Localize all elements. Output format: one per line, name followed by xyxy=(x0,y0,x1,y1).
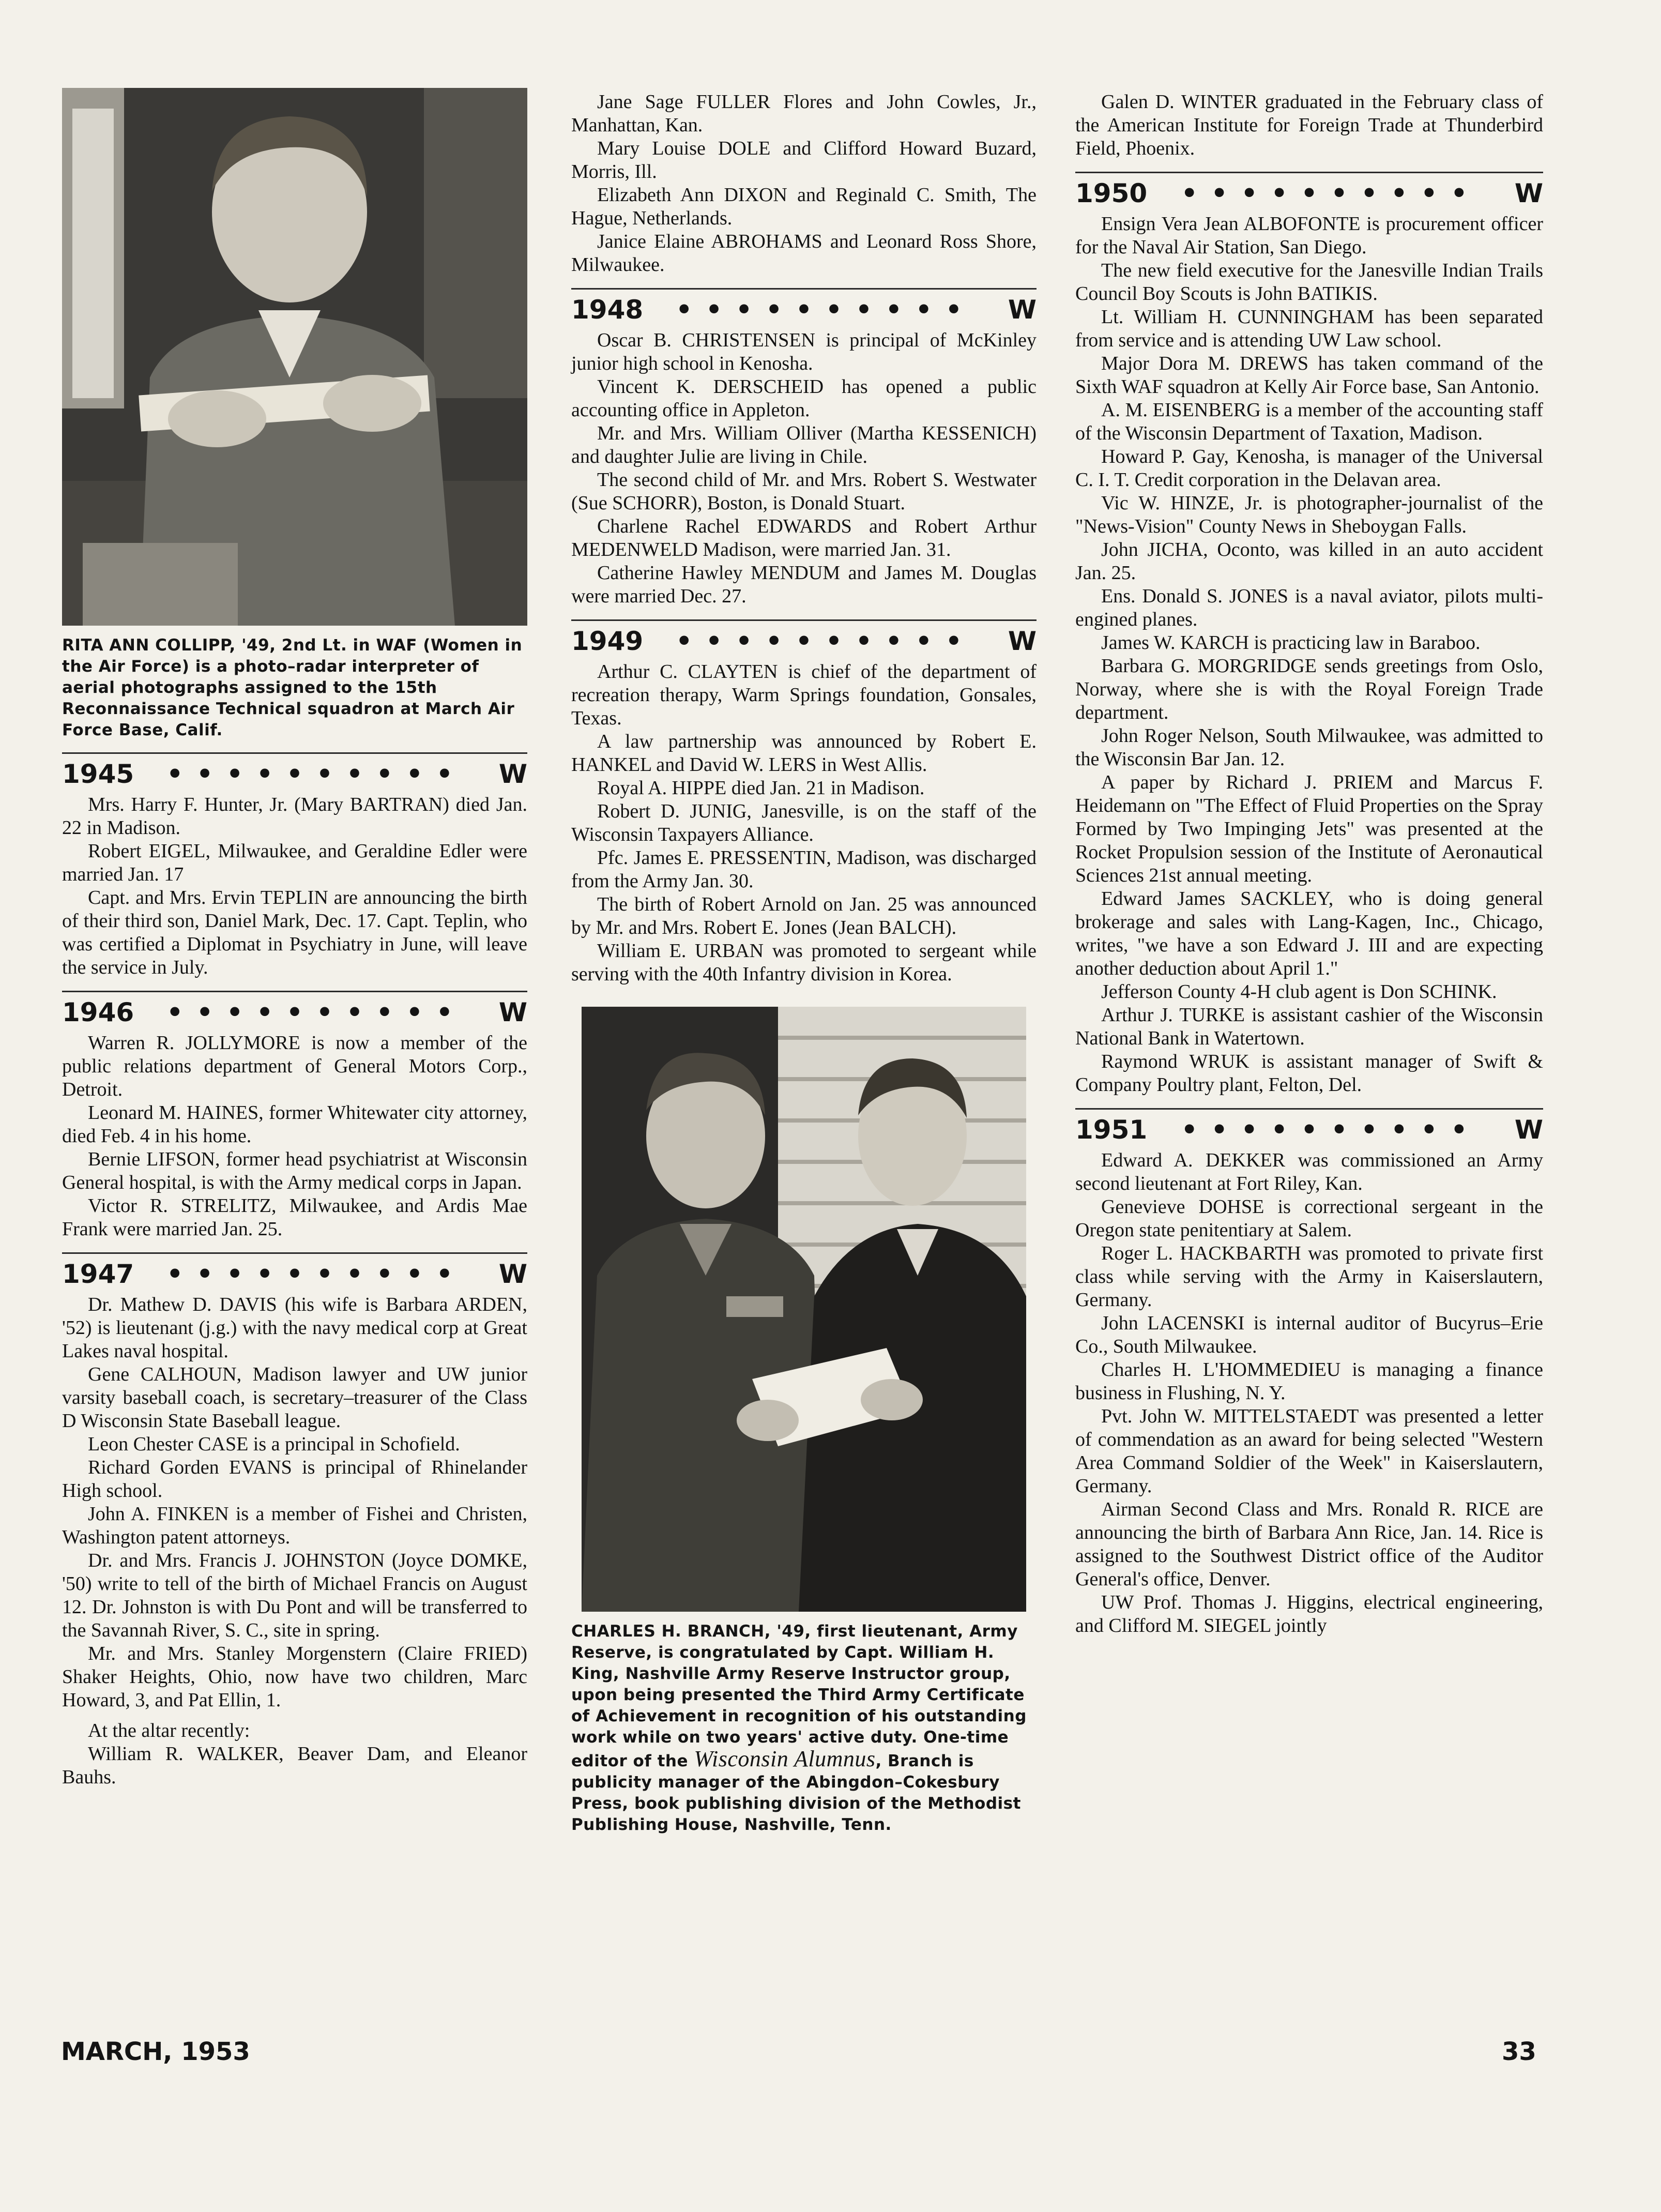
year-heading-1949 xyxy=(571,619,1037,656)
altar-item: Mary Louise DOLE and Clifford Howard Buzard, Morris, Ill. xyxy=(571,138,1037,183)
news-item: Gene CALHOUN, Madison lawyer and UW junior varsity baseball coach, is secretary–treasurer of the Class D Wisconsin State Baseball league. xyxy=(62,1363,527,1432)
altar-item: Jane Sage FULLER Flores and John Cowles, Jr., Manhattan, Kan. xyxy=(571,91,1037,136)
news-item: Leon Chester CASE is a principal in Schofield. xyxy=(88,1433,460,1455)
column-right xyxy=(1075,90,1543,1638)
news-item: Dr. and Mrs. Francis J. JOHNSTON (Joyce DOMKE, '50) write to tell of the birth of Michael Francis on August 12. Dr. Johnston is with Du Pont and will be transferred to the Savannah River, S. C., site in spring. xyxy=(62,1550,527,1641)
news-item: Mr. and Mrs. William Olliver (Martha KESSENICH) and daughter Julie are living in Chile. xyxy=(571,422,1037,467)
news-item: Pvt. John W. MITTELSTAEDT was presented a letter of commendation as an award for being selected "Western Area Command Soldier of the Week" in Kaiserslautern, Germany. xyxy=(1075,1405,1543,1497)
news-item: Edward James SACKLEY, who is doing general brokerage and sales with Lang-Kagen, Inc., Chicago, writes, "we have a son Edward J. III and are expecting another deduction about April 1." xyxy=(1075,888,1543,979)
news-item: Mr. and Mrs. Stanley Morgenstern (Claire FRIED) Shaker Heights, Ohio, now have two children, Marc Howard, 3, and Pat Ellin, 1. xyxy=(62,1643,527,1711)
news-item: John A. FINKEN is a member of Fishei and Christen, Washington patent attorneys. xyxy=(62,1503,527,1548)
news-item: Barbara G. MORGRIDGE sends greetings from Oslo, Norway, where she is with the Royal Foreign Trade department. xyxy=(1075,655,1543,723)
news-item: James W. KARCH is practicing law in Baraboo. xyxy=(1101,632,1481,654)
caption-text: , Branch is publicity manager of the Abingdon–Cokesbury Press, book publishing division of the Methodist Publishing House, Nashville, Tenn. xyxy=(571,1752,1021,1834)
news-item: Ensign Vera Jean ALBOFONTE is procurement officer for the Naval Air Station, San Diego. xyxy=(1075,213,1543,258)
year-label: 1949 xyxy=(571,626,644,656)
news-item: A paper by Richard J. PRIEM and Marcus F. Heidemann on "The Effect of Fluid Properties on the Spray Formed by Two Impinging Jets" was presented at the Rocket Propulsion session of the Institute of Aeronautical Sciences 21st annual meeting. xyxy=(1075,771,1543,886)
news-item: A law partnership was announced by Robert E. HANKEL and David W. LERS in West Allis. xyxy=(571,731,1037,776)
news-item: Vic W. HINZE, Jr. is photographer-journalist of the "News-Vision" County News in Sheboygan Falls. xyxy=(1075,492,1543,537)
year-label: 1947 xyxy=(62,1259,134,1289)
news-item: Lt. William H. CUNNINGHAM has been separated from service and is attending UW Law school. xyxy=(1075,306,1543,351)
news-item: Charlene Rachel EDWARDS and Robert Arthur MEDENWELD Madison, were married Jan. 31. xyxy=(571,516,1037,560)
news-item: Roger L. HACKBARTH was promoted to private first class while serving with the Army in Kaiserslautern, Germany. xyxy=(1075,1243,1543,1311)
news-item: Edward A. DEKKER was commissioned an Army second lieutenant at Fort Riley, Kan. xyxy=(1075,1149,1543,1194)
portrait-illustration xyxy=(62,88,527,626)
news-item: William E. URBAN was promoted to sergeant while serving with the 40th Infantry division in Korea. xyxy=(571,940,1037,985)
year-heading-1950 xyxy=(1075,172,1543,208)
altar-item: William R. WALKER, Beaver Dam, and Eleanor Bauhs. xyxy=(62,1743,527,1788)
news-item: Arthur C. CLAYTEN is chief of the department of recreation therapy, Warm Springs foundation, Gonsales, Texas. xyxy=(571,661,1037,729)
w-mark: W xyxy=(498,1259,527,1289)
w-mark: W xyxy=(498,997,527,1027)
year-label: 1946 xyxy=(62,997,134,1027)
dot-leader: •••••••••• xyxy=(1181,1115,1481,1145)
altar-item: Janice Elaine ABROHAMS and Leonard Ross Shore, Milwaukee. xyxy=(571,231,1037,276)
news-item: Airman Second Class and Mrs. Ronald R. RICE are announcing the birth of Barbara Ann Rice, Jan. 14. Rice is assigned to the Southwest District office of the Auditor General's office, Denver. xyxy=(1075,1498,1543,1590)
year-label: 1945 xyxy=(62,759,134,789)
dot-leader: •••••••••• xyxy=(166,1259,466,1289)
year-label: 1951 xyxy=(1075,1115,1148,1145)
w-mark: W xyxy=(1514,1115,1543,1145)
news-item: Galen D. WINTER graduated in the February class of the American Institute for Foreign Trade at Thunderbird Field, Phoenix. xyxy=(1075,91,1543,159)
news-item: A. M. EISENBERG is a member of the accounting staff of the Wisconsin Department of Taxation, Madison. xyxy=(1075,399,1543,444)
news-item: The birth of Robert Arnold on Jan. 25 was announced by Mr. and Mrs. Robert E. Jones (Jean BALCH). xyxy=(571,893,1037,938)
news-item: Vincent K. DERSCHEID has opened a public accounting office in Appleton. xyxy=(571,376,1037,421)
w-mark: W xyxy=(498,759,527,789)
w-mark: W xyxy=(1008,626,1037,656)
year-heading-1947 xyxy=(62,1252,527,1289)
news-item: Dr. Mathew D. DAVIS (his wife is Barbara ARDEN, '52) is lieutenant (j.g.) with the navy medical corp at Great Lakes naval hospital. xyxy=(62,1294,527,1362)
photo-rita-collipp xyxy=(62,88,527,626)
year-heading-1948 xyxy=(571,288,1037,325)
news-item: UW Prof. Thomas J. Higgins, electrical engineering, and Clifford M. SIEGEL jointly xyxy=(1075,1592,1543,1637)
news-item: Raymond WRUK is assistant manager of Swift & Company Poultry plant, Felton, Del. xyxy=(1075,1051,1543,1096)
w-mark: W xyxy=(1008,295,1037,325)
news-item: Robert EIGEL, Milwaukee, and Geraldine Edler were married Jan. 17 xyxy=(62,840,527,885)
news-item: Capt. and Mrs. Ervin TEPLIN are announcing the birth of their third son, Daniel Mark, Dec. 17. Capt. Teplin, who was certified a Diplomat in Psychiatry in June, will leave the service in July. xyxy=(62,887,527,978)
news-item: Catherine Hawley MENDUM and James M. Douglas were married Dec. 27. xyxy=(571,562,1037,607)
dot-leader: •••••••••• xyxy=(166,997,466,1027)
news-item: Oscar B. CHRISTENSEN is principal of McKinley junior high school in Kenosha. xyxy=(571,329,1037,374)
photo-caption-branch xyxy=(571,1621,1037,1836)
year-heading-1945 xyxy=(62,752,527,789)
news-item: Howard P. Gay, Kenosha, is manager of the Universal C. I. T. Credit corporation in the Delavan area. xyxy=(1075,446,1543,491)
altar-heading: At the altar recently: xyxy=(88,1720,250,1741)
news-item: Bernie LIFSON, former head psychiatrist at Wisconsin General hospital, is with the Army medical corps in Japan. xyxy=(62,1148,527,1193)
dot-leader: •••••••••• xyxy=(676,626,976,656)
photo-charles-branch xyxy=(582,1007,1026,1612)
news-item: Leonard M. HAINES, former Whitewater city attorney, died Feb. 4 in his home. xyxy=(62,1102,527,1147)
caption-text: CHARLES H. BRANCH, '49, first lieutenant, Army Reserve, is congratulated by Capt. William H. King, Nashville Army Reserve Instructor group, upon being presented the Third Army Certificate of Achievement in recognition of his outstanding work while on two years' active duty. One-time editor of the xyxy=(571,1622,1027,1770)
news-item: Warren R. JOLLYMORE is now a member of the public relations department of General Motors Corp., Detroit. xyxy=(62,1032,527,1100)
caption-publication: Wisconsin Alumnus xyxy=(694,1746,876,1771)
w-mark: W xyxy=(1514,178,1543,208)
news-item: Major Dora M. DREWS has taken command of the Sixth WAF squadron at Kelly Air Force base, San Antonio. xyxy=(1075,353,1543,398)
news-item: John LACENSKI is internal auditor of Bucyrus–Erie Co., South Milwaukee. xyxy=(1075,1312,1543,1357)
news-item: Jefferson County 4-H club agent is Don SCHINK. xyxy=(1101,981,1497,1003)
photo-caption-rita: RITA ANN COLLIPP, '49, 2nd Lt. in WAF (Women in the Air Force) is a photo–radar interpreter of aerial photographs assigned to the 15th Reconnaissance Technical squadron at March Air Force Base, Calif. xyxy=(62,636,523,739)
year-label: 1948 xyxy=(571,295,644,325)
news-item: Pfc. James E. PRESSENTIN, Madison, was discharged from the Army Jan. 30. xyxy=(571,847,1037,892)
altar-item: Elizabeth Ann DIXON and Reginald C. Smith, The Hague, Netherlands. xyxy=(571,184,1037,229)
dot-leader: •••••••••• xyxy=(1181,178,1481,208)
news-item: Victor R. STRELITZ, Milwaukee, and Ardis Mae Frank were married Jan. 25. xyxy=(62,1195,527,1240)
year-heading-1951 xyxy=(1075,1108,1543,1145)
news-item: Royal A. HIPPE died Jan. 21 in Madison. xyxy=(597,777,925,799)
news-item: Robert D. JUNIG, Janesville, is on the staff of the Wisconsin Taxpayers Alliance. xyxy=(571,800,1037,845)
news-item: The second child of Mr. and Mrs. Robert S. Westwater (Sue SCHORR), Boston, is Donald Stuart. xyxy=(571,469,1037,514)
news-item: The new field executive for the Janesville Indian Trails Council Boy Scouts is John BATIKIS. xyxy=(1075,260,1543,305)
column-left xyxy=(62,88,527,1789)
news-item: Mrs. Harry F. Hunter, Jr. (Mary BARTRAN) died Jan. 22 in Madison. xyxy=(62,794,527,839)
dot-leader: •••••••••• xyxy=(166,759,466,789)
dot-leader: •••••••••• xyxy=(676,295,976,325)
news-item: Ens. Donald S. JONES is a naval aviator, pilots multi-engined planes. xyxy=(1075,585,1543,630)
news-item: John Roger Nelson, South Milwaukee, was admitted to the Wisconsin Bar Jan. 12. xyxy=(1075,725,1543,770)
news-item: Richard Gorden EVANS is principal of Rhinelander High school. xyxy=(62,1457,527,1502)
year-heading-1946 xyxy=(62,991,527,1027)
news-item: Genevieve DOHSE is correctional sergeant in the Oregon state penitentiary at Salem. xyxy=(1075,1196,1543,1241)
year-label: 1950 xyxy=(1075,178,1148,208)
news-item: Charles H. L'HOMMEDIEU is managing a finance business in Flushing, N. Y. xyxy=(1075,1359,1543,1404)
issue-date: MARCH, 1953 xyxy=(61,2037,250,2066)
news-item: Arthur J. TURKE is assistant cashier of the Wisconsin National Bank in Watertown. xyxy=(1075,1004,1543,1049)
news-item: John JICHA, Oconto, was killed in an auto accident Jan. 25. xyxy=(1075,539,1543,584)
column-middle xyxy=(571,90,1037,1841)
page-number: 33 xyxy=(1502,2037,1536,2066)
award-photo-illustration xyxy=(582,1007,1026,1612)
